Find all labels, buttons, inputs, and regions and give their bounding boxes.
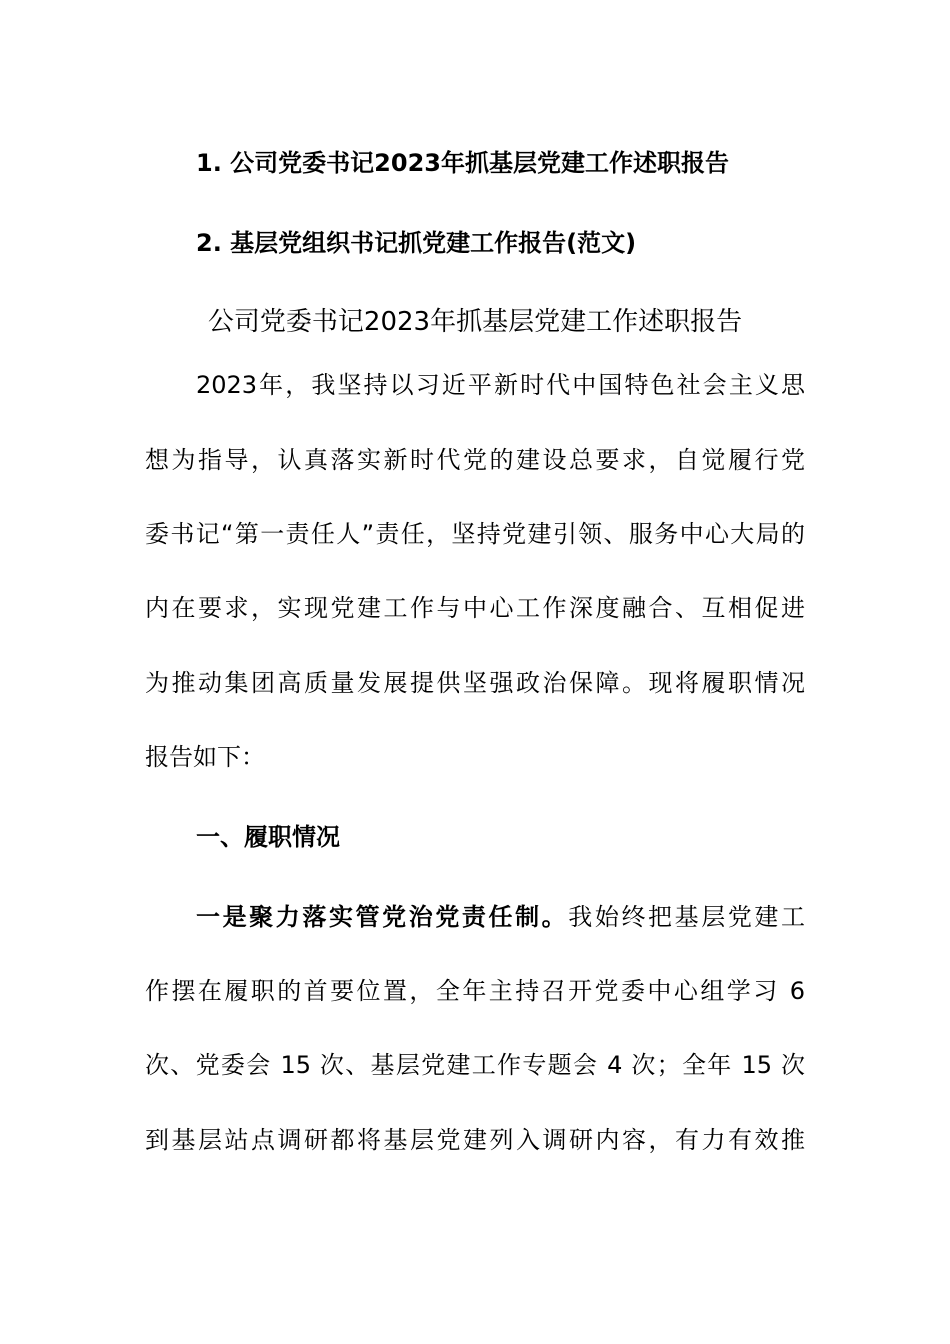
- intro-line-3: 委书记“第一责任人”责任，坚持党建引领、服务中心大局的: [145, 520, 805, 548]
- intro-line-5: 为推动集团高质量发展提供坚强政治保障。现将履职情况: [145, 669, 805, 697]
- para1-lead: 一是聚力落实管党治党责任制。: [196, 903, 569, 931]
- para1-first-rest: 我始终把基层党建工: [568, 903, 805, 931]
- intro-line-6: 报告如下：: [145, 743, 265, 771]
- para1-line-2: 作摆在履职的首要位置，全年主持召开党委中心组学习 6: [145, 977, 805, 1005]
- para1-line-1: [196, 900, 805, 934]
- para1-line-3: 次、党委会 15 次、基层党建工作专题会 4 次；全年 15 次: [145, 1051, 805, 1079]
- document-title: 公司党委书记2023年抓基层党建工作述职报告: [207, 307, 743, 337]
- toc-item-1[interactable]: 1. 公司党委书记2023年抓基层党建工作述职报告: [196, 149, 729, 177]
- intro-line-4: 内在要求，实现党建工作与中心工作深度融合、互相促进: [145, 594, 805, 622]
- para1-line-4: 到基层站点调研都将基层党建列入调研内容，有力有效推: [145, 1126, 805, 1154]
- toc-item-2[interactable]: 2. 基层党组织书记抓党建工作报告(范文): [196, 229, 637, 257]
- intro-line-1: 2023年，我坚持以习近平新时代中国特色社会主义思: [196, 371, 805, 399]
- intro-line-2: 想为指导，认真落实新时代党的建设总要求，自觉履行党: [145, 446, 805, 474]
- section-heading: 一、履职情况: [196, 823, 340, 851]
